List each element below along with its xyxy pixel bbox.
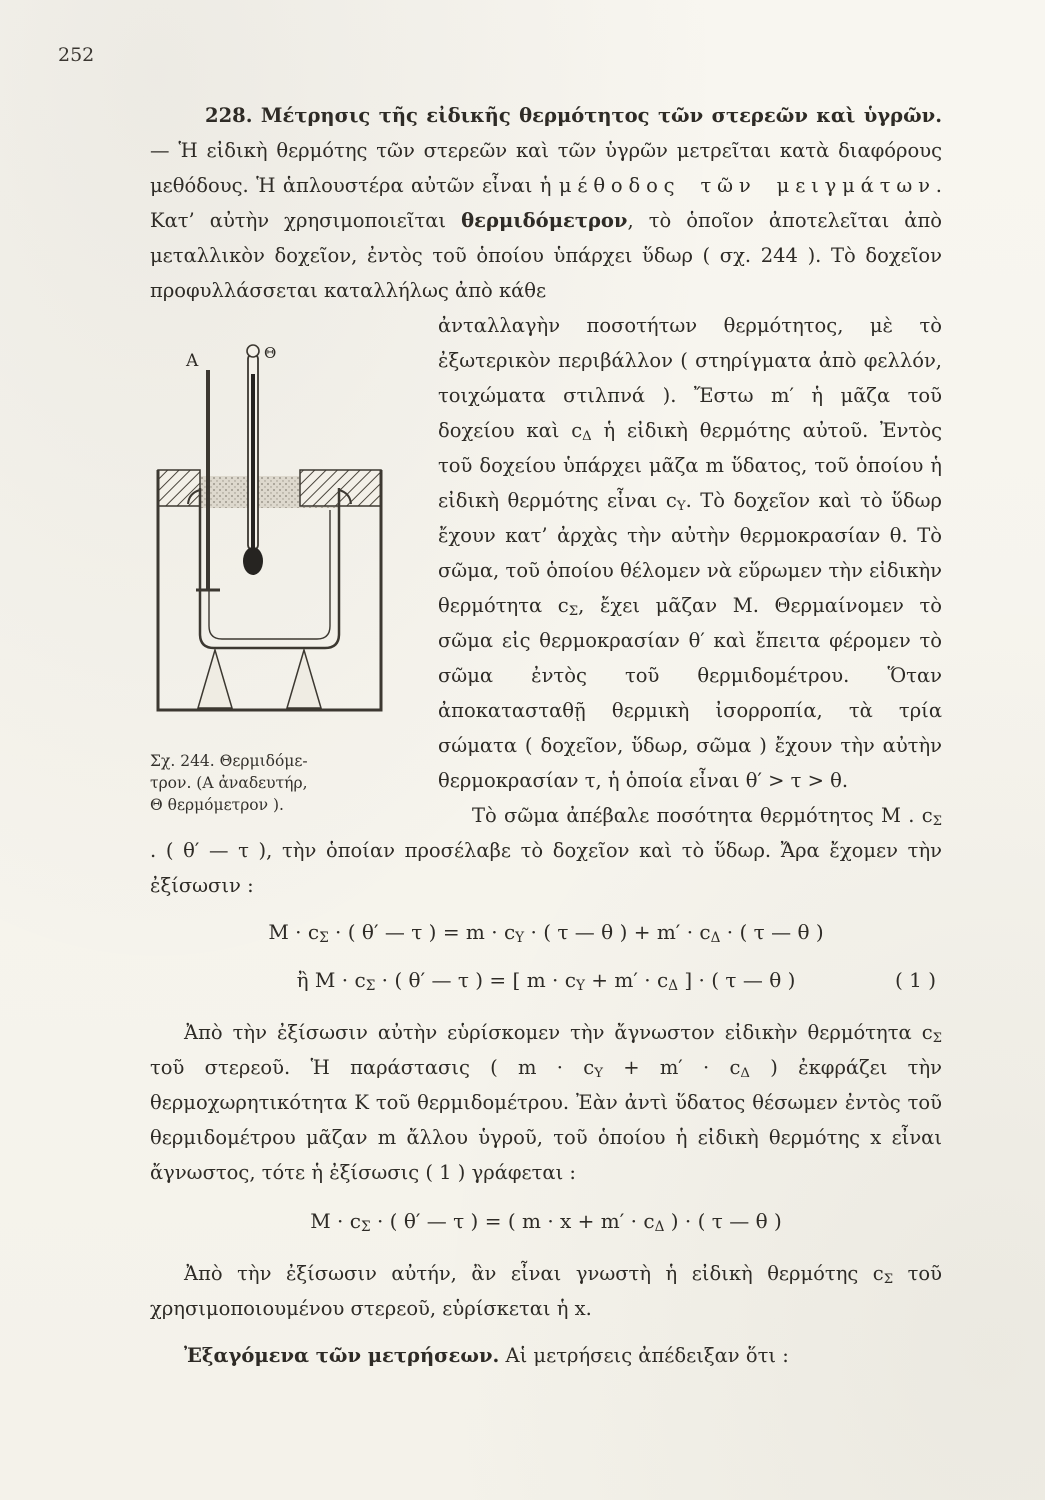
calorimeter-drawing	[152, 338, 387, 738]
paragraph-heat-capacity: Ἀπὸ τὴν ἐξίσωσιν αὐτὴν εὑρίσκομεν τὴν ἄγνωστον εἰδικὴν θερμότητα $c_\Sigma$ τοῦ στερεοῦ. Ἡ παράστασις ( $m \cdot c_Y + m' \cdot c_\Delta$ ) ἐκφράζει τὴν θερμοχωρητικότητα Κ τοῦ θερμιδομέτρου. Ἐὰν ἀντὶ ὕδατος θέσωμεν ἐντὸς τοῦ θερμιδομέτρου μᾶζαν m ἄλλου ὑγροῦ, τοῦ ὁποίου ἡ εἰδικὴ θερμότης x εἶναι ἄγνωστος, τότε ἡ ἐξίσωσις ( 1 ) γράφεται :	[150, 1021, 942, 1184]
figure-caption-line: Σχ. 244. Θερμιδόμε-	[150, 752, 308, 770]
figure-caption	[150, 750, 402, 816]
section-heading-paragraph: 228. Μέτρησις τῆς εἰδικῆς θερμότητος τῶν στερεῶν καὶ ὑγρῶν.— Ἡ εἰδικὴ θερμότης τῶν στερεῶν καὶ τῶν ὑγρῶν μετρεῖται κατὰ διαφόρους μεθόδους. Ἡ ἁπλουστέρα αὐτῶν εἶναι ἡ μέθοδος τῶν μειγμάτων. Κατ’ αὐτὴν χρησιμοποιεῖται θερμιδόμετρον, τὸ ὁποῖον ἀποτελεῖται ἀπὸ μεταλλικὸν δοχεῖον, ἐντὸς τοῦ ὁποίου ὑπάρχει ὕδωρ ( σχ. 244 ). Τὸ δοχεῖον προφυλλάσσεται καταλλήλως ἀπὸ κάθε	[150, 104, 942, 302]
equation-1b	[150, 961, 942, 999]
equation-1b-body: ἢ $M \cdot c_\Sigma$ · ( θ′ — τ ) = [ $m \cdot c_Y + m' \cdot c_\Delta$ ] · ( τ — θ )	[296, 968, 796, 994]
paragraph-apparatus: ἀνταλλαγὴν ποσοτήτων θερμότητος, μὲ τὸ ἐξωτερικὸν περιβάλλον ( στηρίγματα ἀπὸ φελλόν, τοιχώματα στιλπνά ). Ἔστω m′ ἡ μᾶζα τοῦ δοχείου καὶ $c_\Delta$ ἡ εἰδικὴ θερμότης αὐτοῦ. Ἐντὸς τοῦ δοχείου ὑπάρχει μᾶζα m ὕδατος, τοῦ ὁποίου ἡ εἰδικὴ θερμότης εἶναι $c_Y$. Τὸ δοχεῖον καὶ τὸ ὕδωρ ἔχουν κατ’ ἀρχὰς τὴν αὐτὴν θερμοκρασίαν θ. Τὸ σῶμα, τοῦ ὁποίου θέλομεν νὰ εὕρωμεν τὴν εἰδικὴν θερμότητα $c_\Sigma$, ἔχει μᾶζαν Μ. Θερμαίνομεν τὸ σῶμα εἰς θερμοκρασίαν θ′ καὶ ἔπειτα φέρομεν τὸ σῶμα ἐντὸς τοῦ θερμιδομέτρου. Ὅταν ἀποκατασταθῇ θερμικὴ ἰσορροπία, τὰ τρία σώματα ( δοχεῖον, ὕδωρ, σῶμα ) ἔχουν τὴν αὐτὴν θερμοκρασίαν τ, ἡ ὁποία εἶναι θ′ > τ > θ.	[438, 314, 943, 792]
equation-2-body: $M \cdot c_\Sigma$ · ( θ′ — τ ) = ( $m \cdot x + m' \cdot c_\Delta$ ) · ( τ — θ )	[310, 1209, 782, 1235]
figure-caption-line: Θ θερμόμετρον ).	[150, 796, 284, 814]
paragraph-unknown-liquid: Ἀπὸ τὴν ἐξίσωσιν αὐτήν, ἂν εἶναι γνωστὴ ἡ εἰδικὴ θερμότης $c_\Sigma$ τοῦ χρησιμοποιουμένου στερεοῦ, εὑρίσκεται ἡ x.	[150, 1262, 942, 1320]
equation-2	[150, 1202, 942, 1240]
page-content	[150, 98, 942, 1373]
stirrer-label: A	[186, 351, 199, 371]
thermometer-top-ring	[247, 345, 259, 357]
thermometer-label: Θ	[264, 344, 277, 362]
paragraph-heat-exchange: Τὸ σῶμα ἀπέβαλε ποσότητα θερμότητος Μ . $c_\Sigma$ . ( θ′ — τ ), τὴν ὁποίαν προσέλαβε τὸ δοχεῖον καὶ τὸ ὕδωρ. Ἄρα ἔχομεν τὴν ἐξίσωσιν :	[150, 804, 942, 897]
cork-supports	[198, 650, 321, 708]
inner-vessel	[188, 488, 351, 648]
equation-1a	[150, 913, 942, 951]
equation-1a-body: $M \cdot c_\Sigma$ · ( θ′ — τ ) = $m \cdot c_Y$ · ( τ — θ ) + $m' \cdot c_\Delta$ · ( τ — θ )	[268, 920, 824, 946]
paragraph-results-heading: Ἐξαγόμενα τῶν μετρήσεων. Αἱ μετρήσεις ἀπέδειξαν ὅτι :	[184, 1344, 789, 1367]
figure-caption-line: τρον. (Α ἀναδευτήρ,	[150, 774, 308, 792]
calorimeter-figure	[150, 338, 402, 816]
thermometer	[243, 345, 263, 575]
equation-number: ( 1 )	[894, 968, 936, 992]
page-number: 252	[58, 44, 95, 66]
figure-text-wrap	[150, 308, 942, 1373]
